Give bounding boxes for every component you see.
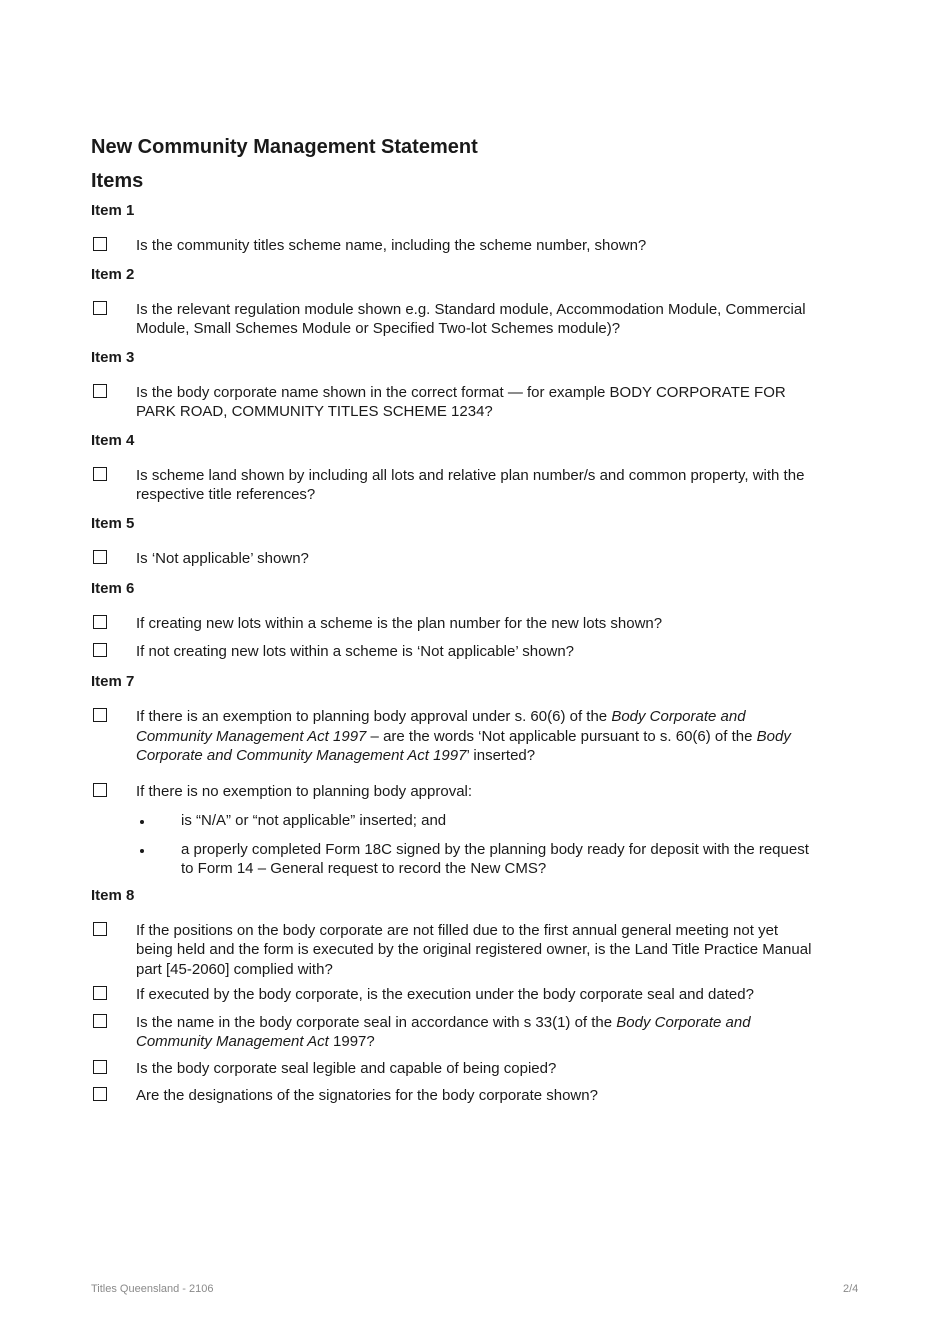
act-name: Community Management Act [136,1033,329,1050]
checkbox[interactable] [93,783,107,797]
checkbox[interactable] [93,922,107,936]
checkbox[interactable] [93,615,107,629]
act-name: Community Management Act 1997 [136,727,367,745]
question-text: Is scheme land shown by including all lots and relative plan number/s and common property, with the [136,466,805,484]
item-8-question-3 [91,1013,861,1052]
page-number: 2/4 [843,1283,859,1295]
question-text: If the positions on the body corporate are not filled due to the first annual general meeting not yet [136,921,779,939]
item-8-question-5 [91,1086,861,1106]
item-8-question-4 [91,1059,861,1079]
item-7-question-2 [91,782,861,802]
question-text: If not creating new lots within a scheme is ‘Not applicable’ shown? [136,642,575,660]
section-title: Items [91,170,144,192]
question-text: Module, Small Schemes Module or Specified Two-lot Schemes module)? [136,320,621,337]
question-text: ’ inserted? [466,747,536,764]
item-6-question-2 [91,642,861,662]
item-4-question-1 [91,466,861,505]
checkbox[interactable] [93,301,107,315]
question-text: Are the designations of the signatories for the body corporate shown? [136,1087,598,1104]
checkbox[interactable] [93,708,107,722]
item-2-heading: Item 2 [91,265,135,283]
question-text: Is the body corporate name shown in the correct format — for example BODY CORPORATE FOR [136,383,786,401]
item-1-heading: Item 1 [91,202,135,219]
question-text: being held and the form is executed by the original registered owner, is the Land Title Practice Manual [136,941,812,958]
item-8-question-1 [91,921,861,980]
checkbox[interactable] [93,384,107,398]
question-text: If there is no exemption to planning body approval: [136,782,473,800]
question-text: If there is an exemption to planning body approval under s. 60(6) of the [136,708,612,725]
item-1-question-1 [91,236,861,256]
question-text: Is the body corporate seal legible and capable of being copied? [136,1059,557,1077]
item-2-question-1 [91,300,861,339]
checkbox[interactable] [93,986,107,1000]
checkbox[interactable] [93,643,107,657]
item-7-bullet-1 [91,811,861,831]
question-text: respective title references? [136,486,316,503]
item-5-heading: Item 5 [91,514,135,532]
footer-form-id: Titles Queensland - 2106 [91,1283,214,1295]
act-name: Corporate and Community Management Act 1997 [136,747,467,764]
checkbox[interactable] [93,550,107,564]
item-3-heading: Item 3 [91,348,135,366]
question-text: Is the community titles scheme name, including the scheme number, shown? [136,237,647,254]
checkbox[interactable] [93,467,107,481]
item-5-question-1 [91,549,861,569]
question-text: part [45-2060] complied with? [136,960,333,978]
item-4-heading: Item 4 [91,431,135,449]
item-8-question-2 [91,985,861,1005]
item-6-heading: Item 6 [91,580,135,597]
item-3-question-1 [91,383,861,422]
question-text: If creating new lots within a scheme is the plan number for the new lots shown? [136,615,663,632]
checkbox[interactable] [93,1060,107,1074]
bullet-text: is “N/A” or “not applicable” inserted; and [181,812,447,829]
bullet-text: a properly completed Form 18C signed by the planning body ready for deposit with the request [181,840,809,858]
checkbox[interactable] [93,237,107,251]
question-text: – are the words ‘Not applicable pursuant to s. 60(6) of the [366,727,757,745]
act-name: Body Corporate and [611,708,746,725]
item-8-heading: Item 8 [91,886,135,904]
question-text: Is ‘Not applicable’ shown? [136,549,309,567]
question-text: 1997? [328,1033,375,1050]
act-name: Body Corporate and [616,1013,751,1031]
bullet-icon [140,849,144,853]
act-name: Body [756,727,791,745]
checklist [91,202,861,1106]
question-text: Is the name in the body corporate seal in accordance with s 33(1) of the [136,1013,617,1031]
item-6-question-1 [91,614,861,634]
question-text: If executed by the body corporate, is the execution under the body corporate seal and dated? [136,986,754,1003]
document-title: New Community Management Statement [91,136,478,158]
item-7-heading: Item 7 [91,673,135,690]
bullet-icon [140,820,144,824]
question-text: PARK ROAD, COMMUNITY TITLES SCHEME 1234? [136,403,493,420]
bullet-text: to Form 14 – General request to record the New CMS? [181,860,547,877]
item-7-bullet-2 [91,840,861,879]
checkbox[interactable] [93,1014,107,1028]
question-text: Is the relevant regulation module shown e.g. Standard module, Accommodation Module, Commercial [136,300,806,318]
checkbox[interactable] [93,1087,107,1101]
item-7-question-1 [91,707,861,766]
